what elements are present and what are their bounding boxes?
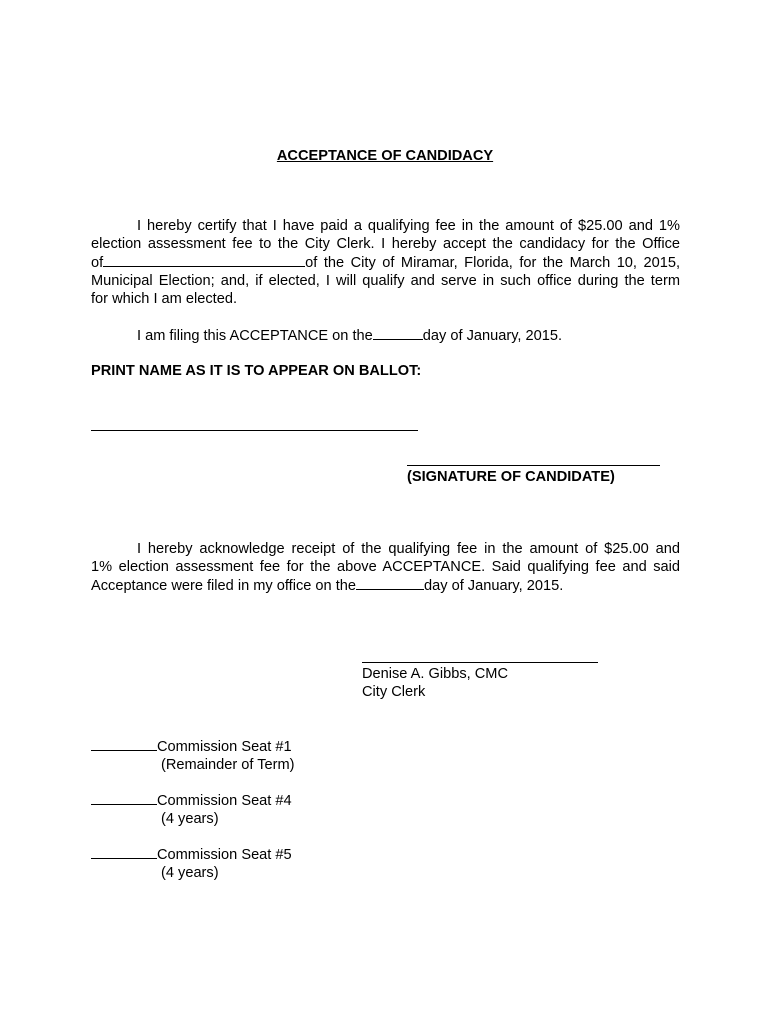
certification-line-2: election assessment fee to the City Clerk. I hereby accept the candidacy for the Office xyxy=(91,236,680,252)
acknowledgement-line-3 xyxy=(91,576,680,595)
certification-line-1: I hereby certify that I have paid a qualifying fee in the amount of $25.00 and 1% xyxy=(137,218,680,234)
certification-line-3 xyxy=(91,253,680,272)
filed-day-blank[interactable] xyxy=(356,576,424,590)
filed-suffix: day of January, 2015. xyxy=(424,578,564,594)
print-name-line[interactable] xyxy=(91,430,418,431)
seat-4-blank[interactable] xyxy=(91,791,157,805)
seat-5-label: Commission Seat #5 xyxy=(157,847,292,863)
certification-paragraph xyxy=(91,217,680,308)
signature-label: (SIGNATURE OF CANDIDATE) xyxy=(407,469,615,485)
acknowledgement-line-2: 1% election assessment fee for the above ACCEPTANCE. Said qualifying fee and said xyxy=(91,559,680,575)
filing-statement xyxy=(137,326,562,345)
certification-line-5: for which I am elected. xyxy=(91,291,238,307)
acknowledgement-line-1: I hereby acknowledge receipt of the qualifying fee in the amount of $25.00 and xyxy=(137,541,680,557)
document-title: ACCEPTANCE OF CANDIDACY xyxy=(276,148,494,164)
acknowledgement-paragraph xyxy=(91,540,680,595)
filed-prefix: Acceptance were filed in my office on the xyxy=(91,578,356,594)
filing-prefix: I am filing this ACCEPTANCE on the xyxy=(137,328,373,344)
office-blank[interactable] xyxy=(103,253,305,267)
clerk-signature-line[interactable] xyxy=(362,662,598,663)
clerk-name: Denise A. Gibbs, CMC xyxy=(362,666,508,682)
signature-line[interactable] xyxy=(407,465,660,466)
seat-option xyxy=(91,737,295,774)
office-suffix: of the City of Miramar, Florida, for the March 10, 2015, xyxy=(305,255,680,271)
office-prefix: of xyxy=(91,255,104,271)
print-name-heading: PRINT NAME AS IT IS TO APPEAR ON BALLOT: xyxy=(91,363,422,379)
seat-1-blank[interactable] xyxy=(91,737,157,751)
seat-1-term: (Remainder of Term) xyxy=(161,757,295,773)
certification-line-4: Municipal Election; and, if elected, I will qualify and serve in such office during the term xyxy=(91,273,680,289)
filing-day-blank[interactable] xyxy=(373,326,423,340)
clerk-block xyxy=(362,665,508,701)
seat-4-label: Commission Seat #4 xyxy=(157,793,292,809)
seat-4-term: (4 years) xyxy=(161,811,219,827)
seat-1-label: Commission Seat #1 xyxy=(157,739,292,755)
filing-suffix: day of January, 2015. xyxy=(422,328,563,344)
seat-5-term: (4 years) xyxy=(161,865,219,881)
seat-option xyxy=(91,791,292,828)
seat-option xyxy=(91,845,292,882)
clerk-title: City Clerk xyxy=(362,684,426,700)
seat-5-blank[interactable] xyxy=(91,845,157,859)
